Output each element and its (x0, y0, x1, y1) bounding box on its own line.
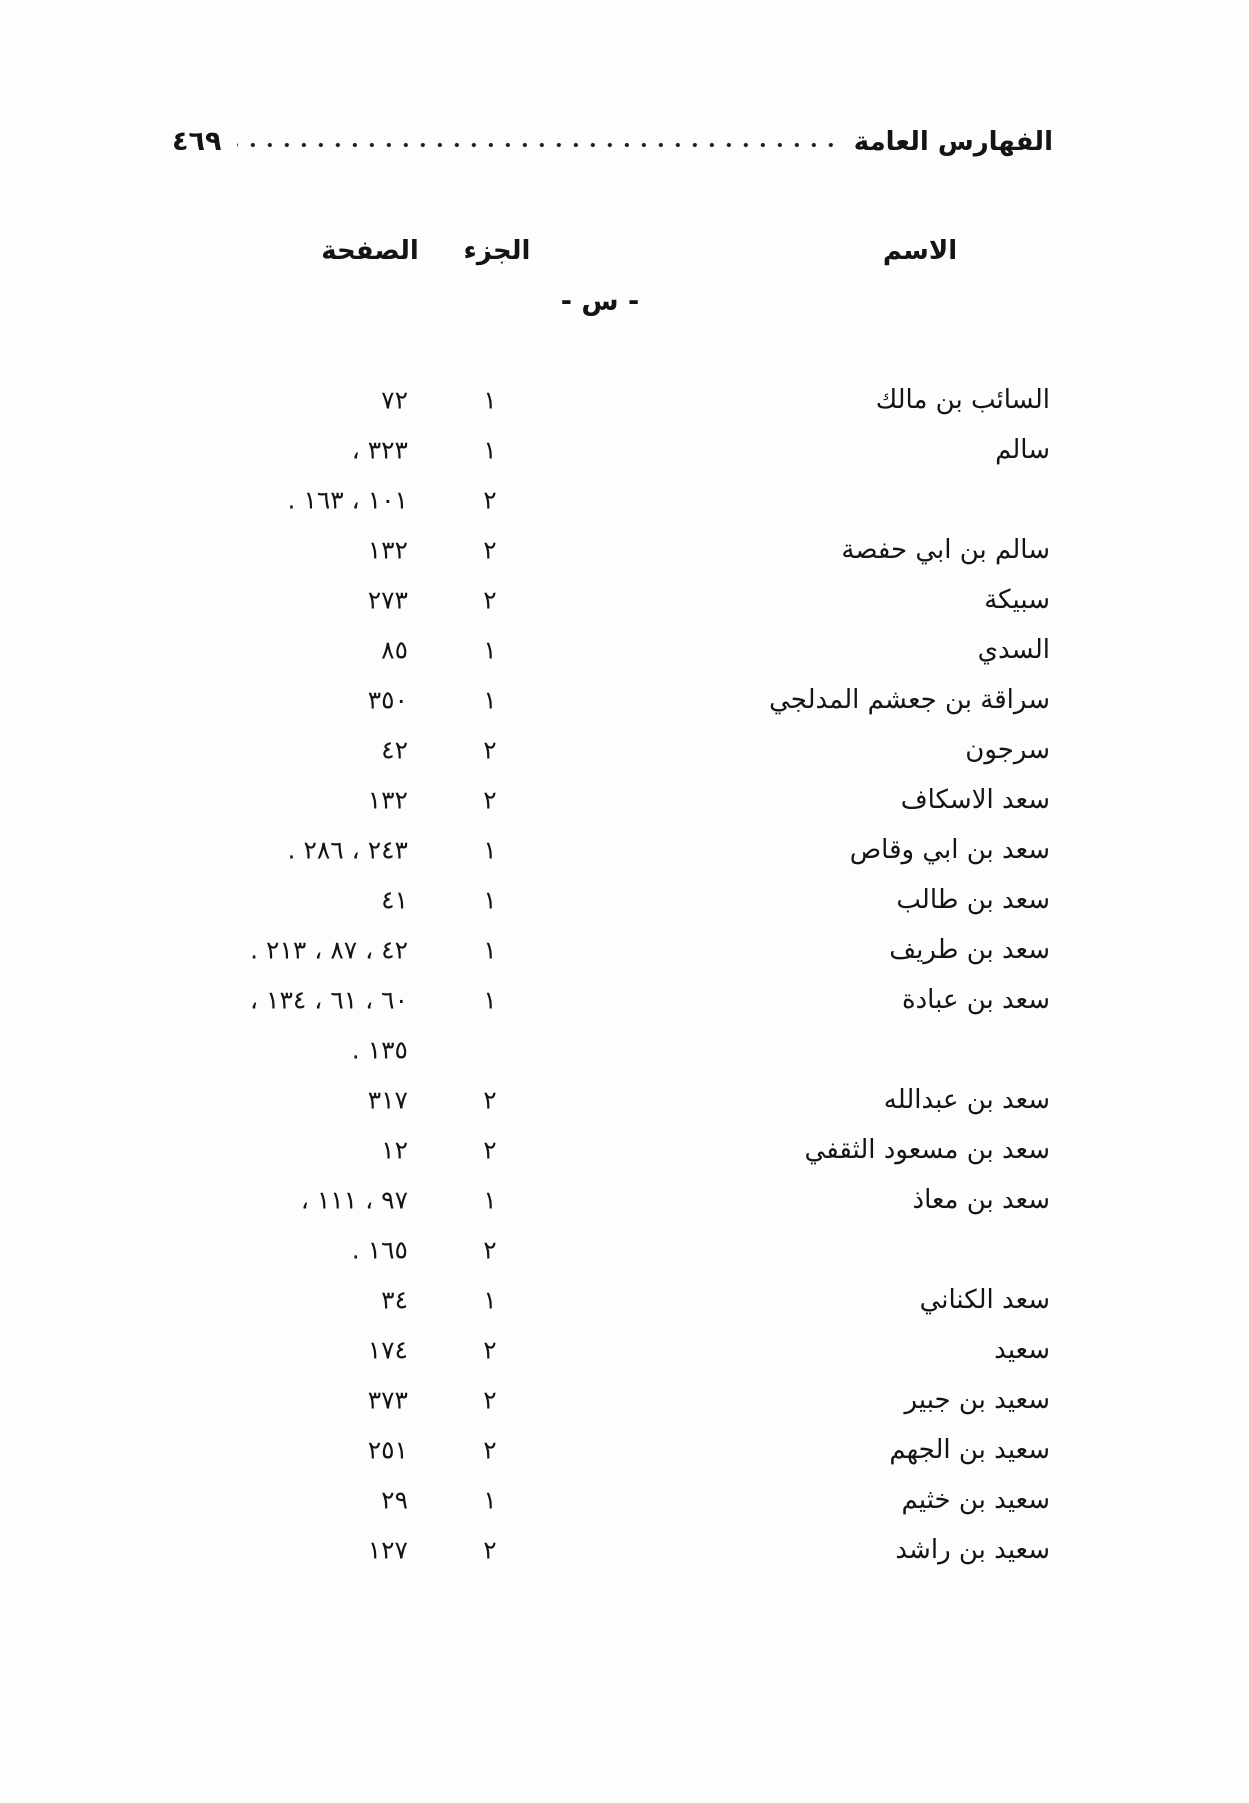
entry-pages: ٨٥ (381, 635, 408, 665)
index-row (0, 1125, 1249, 1175)
index-row (0, 975, 1249, 1025)
entry-volume: ٢ (483, 1435, 497, 1465)
index-row (0, 1325, 1249, 1375)
entry-pages: ١٢ (381, 1135, 408, 1165)
entry-pages: ٩٧ ، ١١١ ، (300, 1185, 408, 1215)
entry-pages: ٤١ (381, 885, 408, 915)
index-row (0, 1475, 1249, 1525)
entry-name: سعد بن مسعود الثقفي (804, 1135, 1050, 1165)
entry-volume: ٢ (483, 1135, 497, 1165)
entry-volume: ١ (483, 1285, 497, 1315)
entry-volume: ١ (483, 835, 497, 865)
entry-pages: ٤٢ (381, 735, 408, 765)
dot-leader (237, 140, 839, 150)
entry-name: سعيد بن راشد (895, 1535, 1050, 1565)
entry-name: سعد بن عبدالله (883, 1085, 1050, 1115)
entry-volume: ٢ (483, 535, 497, 565)
entry-pages: ١٢٧ (367, 1535, 408, 1565)
entry-pages: ١٠١ ، ١٦٣ . (287, 485, 408, 515)
entry-name: السائب بن مالك (875, 385, 1050, 415)
index-row (0, 825, 1249, 875)
entry-name: السدي (977, 635, 1050, 665)
entry-volume: ١ (483, 635, 497, 665)
entry-pages: ٦٠ ، ٦١ ، ١٣٤ ، (250, 985, 408, 1015)
entry-name: سعيد بن جبير (904, 1385, 1050, 1415)
index-row (0, 1275, 1249, 1325)
index-row (0, 475, 1249, 525)
index-row (0, 375, 1249, 425)
entry-volume: ١ (483, 885, 497, 915)
entry-volume: ١ (483, 935, 497, 965)
entry-name: سعد بن عبادة (901, 985, 1050, 1015)
entry-pages: ٣٧٣ (367, 1385, 408, 1415)
index-row (0, 525, 1249, 575)
entry-pages: ١٣٥ . (351, 1035, 408, 1065)
entry-volume: ١ (483, 685, 497, 715)
entry-pages: ٢٩ (381, 1485, 408, 1515)
index-row (0, 1525, 1249, 1575)
entry-pages: ٢٧٣ (367, 585, 408, 615)
column-header-volume: الجزء (463, 236, 531, 266)
entry-name: سعد بن طالب (896, 885, 1050, 915)
entry-pages: ٣١٧ (367, 1085, 408, 1115)
header-title: الفهارس العامة (853, 126, 1053, 157)
entry-name: سعد بن معاذ (912, 1185, 1050, 1215)
entry-volume: ١ (483, 985, 497, 1015)
index-row (0, 425, 1249, 475)
entry-volume: ١ (483, 1185, 497, 1215)
entry-pages: ٧٢ (381, 385, 408, 415)
entry-volume: ٢ (483, 735, 497, 765)
entry-name: سبيكة (984, 585, 1050, 615)
entry-volume: ٢ (483, 1235, 497, 1265)
index-row (0, 1375, 1249, 1425)
column-header-page: الصفحة (321, 236, 419, 266)
entry-name: سالم (995, 435, 1050, 465)
running-header (172, 126, 1053, 157)
index-row (0, 775, 1249, 825)
index-row (0, 675, 1249, 725)
entry-pages: ١٣٢ (367, 535, 408, 565)
index-row (0, 875, 1249, 925)
entry-volume: ٢ (483, 1335, 497, 1365)
section-letter: - س - (560, 286, 640, 317)
entry-volume: ٢ (483, 485, 497, 515)
entry-pages: ١٣٢ (367, 785, 408, 815)
index-row (0, 725, 1249, 775)
index-row (0, 1225, 1249, 1275)
entry-name: سعيد بن الجهم (889, 1435, 1050, 1465)
entry-name: سالم بن ابي حفصة (841, 535, 1050, 565)
entry-name: سعد الاسكاف (900, 785, 1050, 815)
index-row (0, 1425, 1249, 1475)
entry-name: سعد الكناني (919, 1285, 1050, 1315)
index-row (0, 1175, 1249, 1225)
entry-volume: ٢ (483, 1085, 497, 1115)
entry-volume: ١ (483, 385, 497, 415)
entry-name: سعد بن طريف (889, 935, 1050, 965)
entry-pages: ٢٤٣ ، ٢٨٦ . (287, 835, 408, 865)
entry-pages: ٢٥١ (367, 1435, 408, 1465)
entry-name: سراقة بن جعشم المدلجي (769, 685, 1050, 715)
entry-pages: ٣٥٠ (367, 685, 408, 715)
index-row (0, 1025, 1249, 1075)
index-row (0, 575, 1249, 625)
index-row (0, 925, 1249, 975)
entry-volume: ١ (483, 435, 497, 465)
entry-name: سعيد بن خثيم (901, 1485, 1050, 1515)
entry-volume: ١ (483, 1485, 497, 1515)
index-table (0, 375, 1249, 1575)
entry-name: سعد بن ابي وقاص (849, 835, 1050, 865)
column-header-name: الاسم (882, 236, 958, 266)
entry-volume: ٢ (483, 785, 497, 815)
index-row (0, 1075, 1249, 1125)
entry-name: سعيد (994, 1335, 1050, 1365)
entry-volume: ٢ (483, 585, 497, 615)
entry-volume: ٢ (483, 1385, 497, 1415)
entry-pages: ٤٢ ، ٨٧ ، ٢١٣ . (250, 935, 408, 965)
entry-pages: ١٦٥ . (351, 1235, 408, 1265)
entry-pages: ٣٢٣ ، (351, 435, 408, 465)
index-row (0, 625, 1249, 675)
entry-pages: ١٧٤ (367, 1335, 408, 1365)
entry-name: سرجون (965, 735, 1050, 765)
entry-volume: ٢ (483, 1535, 497, 1565)
entry-pages: ٣٤ (381, 1285, 408, 1315)
page-number: ٤٦٩ (172, 126, 222, 157)
